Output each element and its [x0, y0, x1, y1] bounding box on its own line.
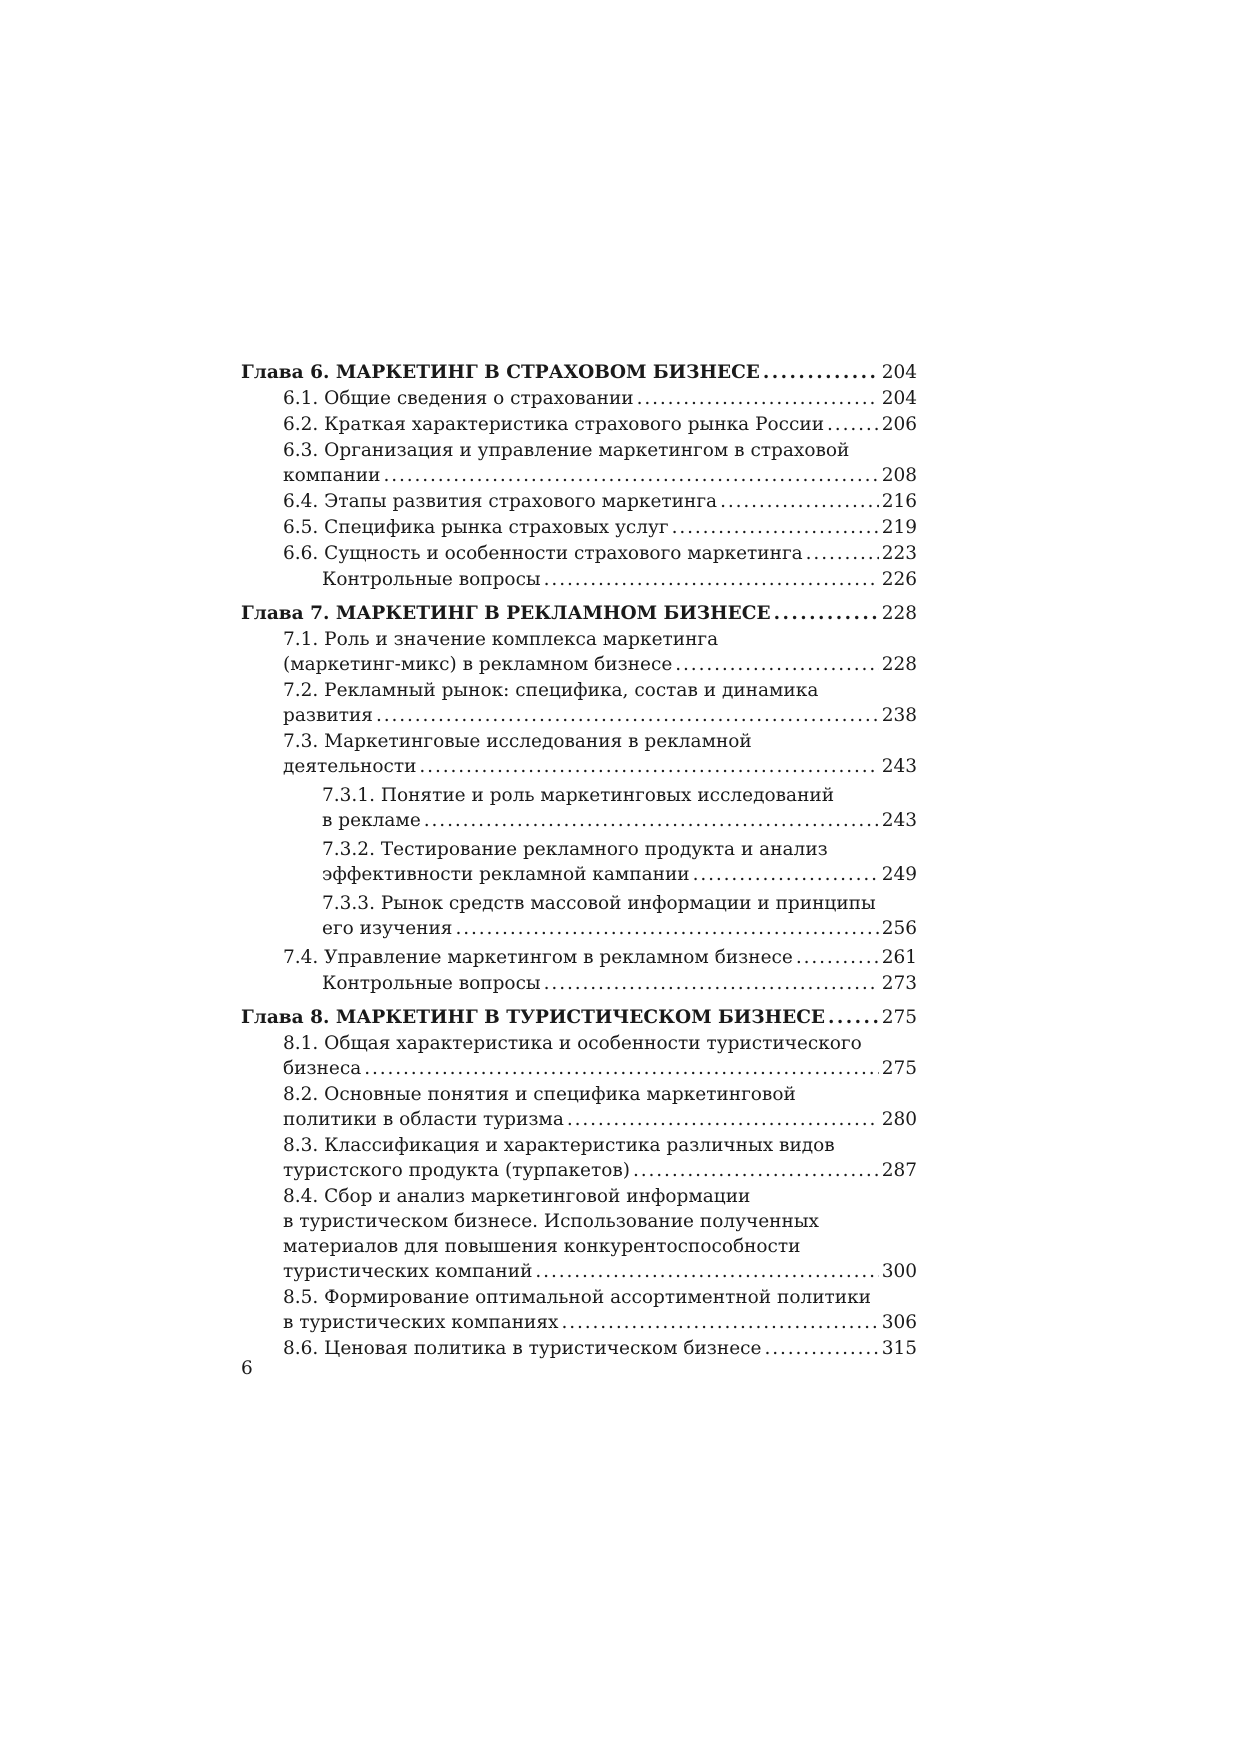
entry-text: Контрольные вопросы	[322, 973, 541, 994]
leader-dots	[419, 754, 878, 779]
entry-text: 7.2. Рекламный рынок: специфика, состав и динамика	[283, 680, 819, 701]
entry-page: 306	[881, 1312, 917, 1333]
entry-page: 275	[881, 1058, 917, 1079]
entry-page: 223	[881, 543, 917, 564]
toc-entry-8-3[interactable]	[241, 1133, 917, 1183]
entry-text: 6.6. Сущность и особенности страхового маркетинга	[283, 543, 803, 564]
toc-entry-7-3-3[interactable]	[241, 891, 917, 941]
leader-dots	[383, 463, 878, 488]
toc-entry-7-3[interactable]	[241, 729, 917, 779]
entry-text: 6.4. Этапы развития страхового маркетинга	[283, 491, 718, 512]
entry-page: 273	[881, 973, 917, 994]
table-of-contents	[241, 360, 917, 1370]
toc-entry-7-3-2[interactable]	[241, 837, 917, 887]
entry-page: 243	[881, 810, 917, 831]
entry-text: развития	[283, 705, 373, 726]
chapter-title: МАРКЕТИНГ В ТУРИСТИЧЕСКОМ БИЗНЕСЕ	[335, 1007, 826, 1028]
toc-entry-8-4[interactable]	[241, 1184, 917, 1284]
leader-dots	[633, 1158, 879, 1183]
leader-dots	[763, 360, 879, 385]
leader-dots	[544, 567, 879, 592]
chapter-page: 275	[881, 1007, 917, 1028]
leader-dots	[765, 1336, 879, 1361]
chapter-prefix: Глава 7.	[241, 603, 330, 624]
entry-text: 8.2. Основные понятия и специфика маркетинговой	[283, 1084, 796, 1105]
chapter-page: 228	[881, 603, 917, 624]
chapter-heading[interactable]	[241, 1005, 917, 1030]
toc-entry-7-4[interactable]	[241, 945, 917, 970]
entry-page: 243	[881, 756, 917, 777]
leader-dots	[672, 515, 879, 540]
chapter-6	[241, 360, 917, 592]
toc-entry-control-questions[interactable]	[241, 971, 917, 996]
entry-text: материалов для повышения конкурентоспособности	[283, 1236, 801, 1257]
toc-entry-6-5[interactable]	[241, 515, 917, 540]
leader-dots	[637, 386, 879, 411]
entry-text: Контрольные вопросы	[322, 569, 541, 590]
leader-dots	[567, 1107, 879, 1132]
entry-text: 7.3.2. Тестирование рекламного продукта и анализ	[322, 839, 828, 860]
toc-entry-6-1[interactable]	[241, 386, 917, 411]
leader-dots	[827, 412, 879, 437]
entry-text: 6.3. Организация и управление маркетингом в страховой	[283, 440, 850, 461]
entry-page: 256	[881, 918, 917, 939]
entry-text: туристского продукта (турпакетов)	[283, 1160, 631, 1181]
toc-entry-8-2[interactable]	[241, 1082, 917, 1132]
entry-text: 7.1. Роль и значение комплекса маркетинга	[283, 629, 719, 650]
entry-text: 7.4. Управление маркетингом в рекламном бизнесе	[283, 947, 793, 968]
entry-page: 216	[881, 491, 917, 512]
entry-text: деятельности	[283, 756, 417, 777]
chapter-7	[241, 601, 917, 996]
entry-page: 206	[881, 414, 917, 435]
entry-text: 8.5. Формирование оптимальной ассортиментной политики	[283, 1287, 871, 1308]
entry-page: 238	[881, 705, 917, 726]
toc-entry-6-3[interactable]	[241, 438, 917, 488]
entry-page: 249	[881, 864, 917, 885]
entry-page: 261	[881, 947, 917, 968]
entry-text: эффективности рекламной кампании	[322, 864, 690, 885]
leader-dots	[806, 541, 879, 566]
leader-dots	[424, 808, 879, 833]
entry-page: 280	[881, 1109, 917, 1130]
chapter-page: 204	[881, 362, 917, 383]
toc-entry-control-questions[interactable]	[241, 567, 917, 592]
toc-entry-6-6[interactable]	[241, 541, 917, 566]
chapter-prefix: Глава 8.	[241, 1007, 330, 1028]
entry-text: бизнеса	[283, 1058, 362, 1079]
entry-text: в туристическом бизнесе. Использование полученных	[283, 1211, 819, 1232]
entry-text: 6.5. Специфика рынка страховых услуг	[283, 517, 669, 538]
leader-dots	[828, 1005, 879, 1030]
entry-page: 300	[881, 1261, 917, 1282]
leader-dots	[535, 1259, 878, 1284]
leader-dots	[544, 971, 879, 996]
chapter-8	[241, 1005, 917, 1361]
toc-entry-8-6[interactable]	[241, 1336, 917, 1361]
entry-page: 204	[881, 388, 917, 409]
leader-dots	[693, 862, 879, 887]
leader-dots	[561, 1310, 878, 1335]
toc-entry-8-1[interactable]	[241, 1031, 917, 1081]
entry-page: 226	[881, 569, 917, 590]
entry-text: политики в области туризма	[283, 1109, 564, 1130]
toc-entry-6-2[interactable]	[241, 412, 917, 437]
entry-page: 287	[881, 1160, 917, 1181]
leader-dots	[774, 601, 879, 626]
page-number: 6	[241, 1358, 253, 1379]
leader-dots	[376, 703, 879, 728]
leader-dots	[455, 916, 878, 941]
leader-dots	[364, 1056, 878, 1081]
toc-entry-7-3-1[interactable]	[241, 783, 917, 833]
toc-entry-7-2[interactable]	[241, 678, 917, 728]
entry-page: 315	[881, 1338, 917, 1359]
entry-text: 7.3. Маркетинговые исследования в рекламной	[283, 731, 752, 752]
chapter-heading[interactable]	[241, 360, 917, 385]
entry-text: в рекламе	[322, 810, 421, 831]
entry-text: 7.3.1. Понятие и роль маркетинговых исследований	[322, 785, 835, 806]
entry-text: 7.3.3. Рынок средств массовой информации и принципы	[322, 893, 876, 914]
chapter-prefix: Глава 6.	[241, 362, 330, 383]
chapter-title: МАРКЕТИНГ В РЕКЛАМНОМ БИЗНЕСЕ	[335, 603, 771, 624]
entry-page: 228	[881, 654, 917, 675]
entry-text: 8.6. Ценовая политика в туристическом бизнесе	[283, 1338, 762, 1359]
chapter-title: МАРКЕТИНГ В СТРАХОВОМ БИЗНЕСЕ	[335, 362, 760, 383]
entry-text: 6.2. Краткая характеристика страхового рынка России	[283, 414, 825, 435]
leader-dots	[720, 489, 879, 514]
chapter-heading[interactable]	[241, 601, 917, 626]
entry-text: 8.3. Классификация и характеристика различных видов	[283, 1135, 835, 1156]
entry-page: 208	[881, 465, 917, 486]
toc-entry-6-4[interactable]	[241, 489, 917, 514]
leader-dots	[796, 945, 879, 970]
entry-text: 8.1. Общая характеристика и особенности туристического	[283, 1033, 862, 1054]
toc-entry-7-1[interactable]	[241, 627, 917, 677]
entry-text: (маркетинг-микс) в рекламном бизнесе	[283, 654, 673, 675]
entry-text: компании	[283, 465, 381, 486]
leader-dots	[675, 652, 878, 677]
entry-page: 219	[881, 517, 917, 538]
entry-text: 6.1. Общие сведения о страховании	[283, 388, 634, 409]
entry-text: его изучения	[322, 918, 453, 939]
toc-entry-8-5[interactable]	[241, 1285, 917, 1335]
entry-text: туристических компаний	[283, 1261, 533, 1282]
entry-text: в туристических компаниях	[283, 1312, 559, 1333]
entry-text: 8.4. Сбор и анализ маркетинговой информации	[283, 1186, 751, 1207]
